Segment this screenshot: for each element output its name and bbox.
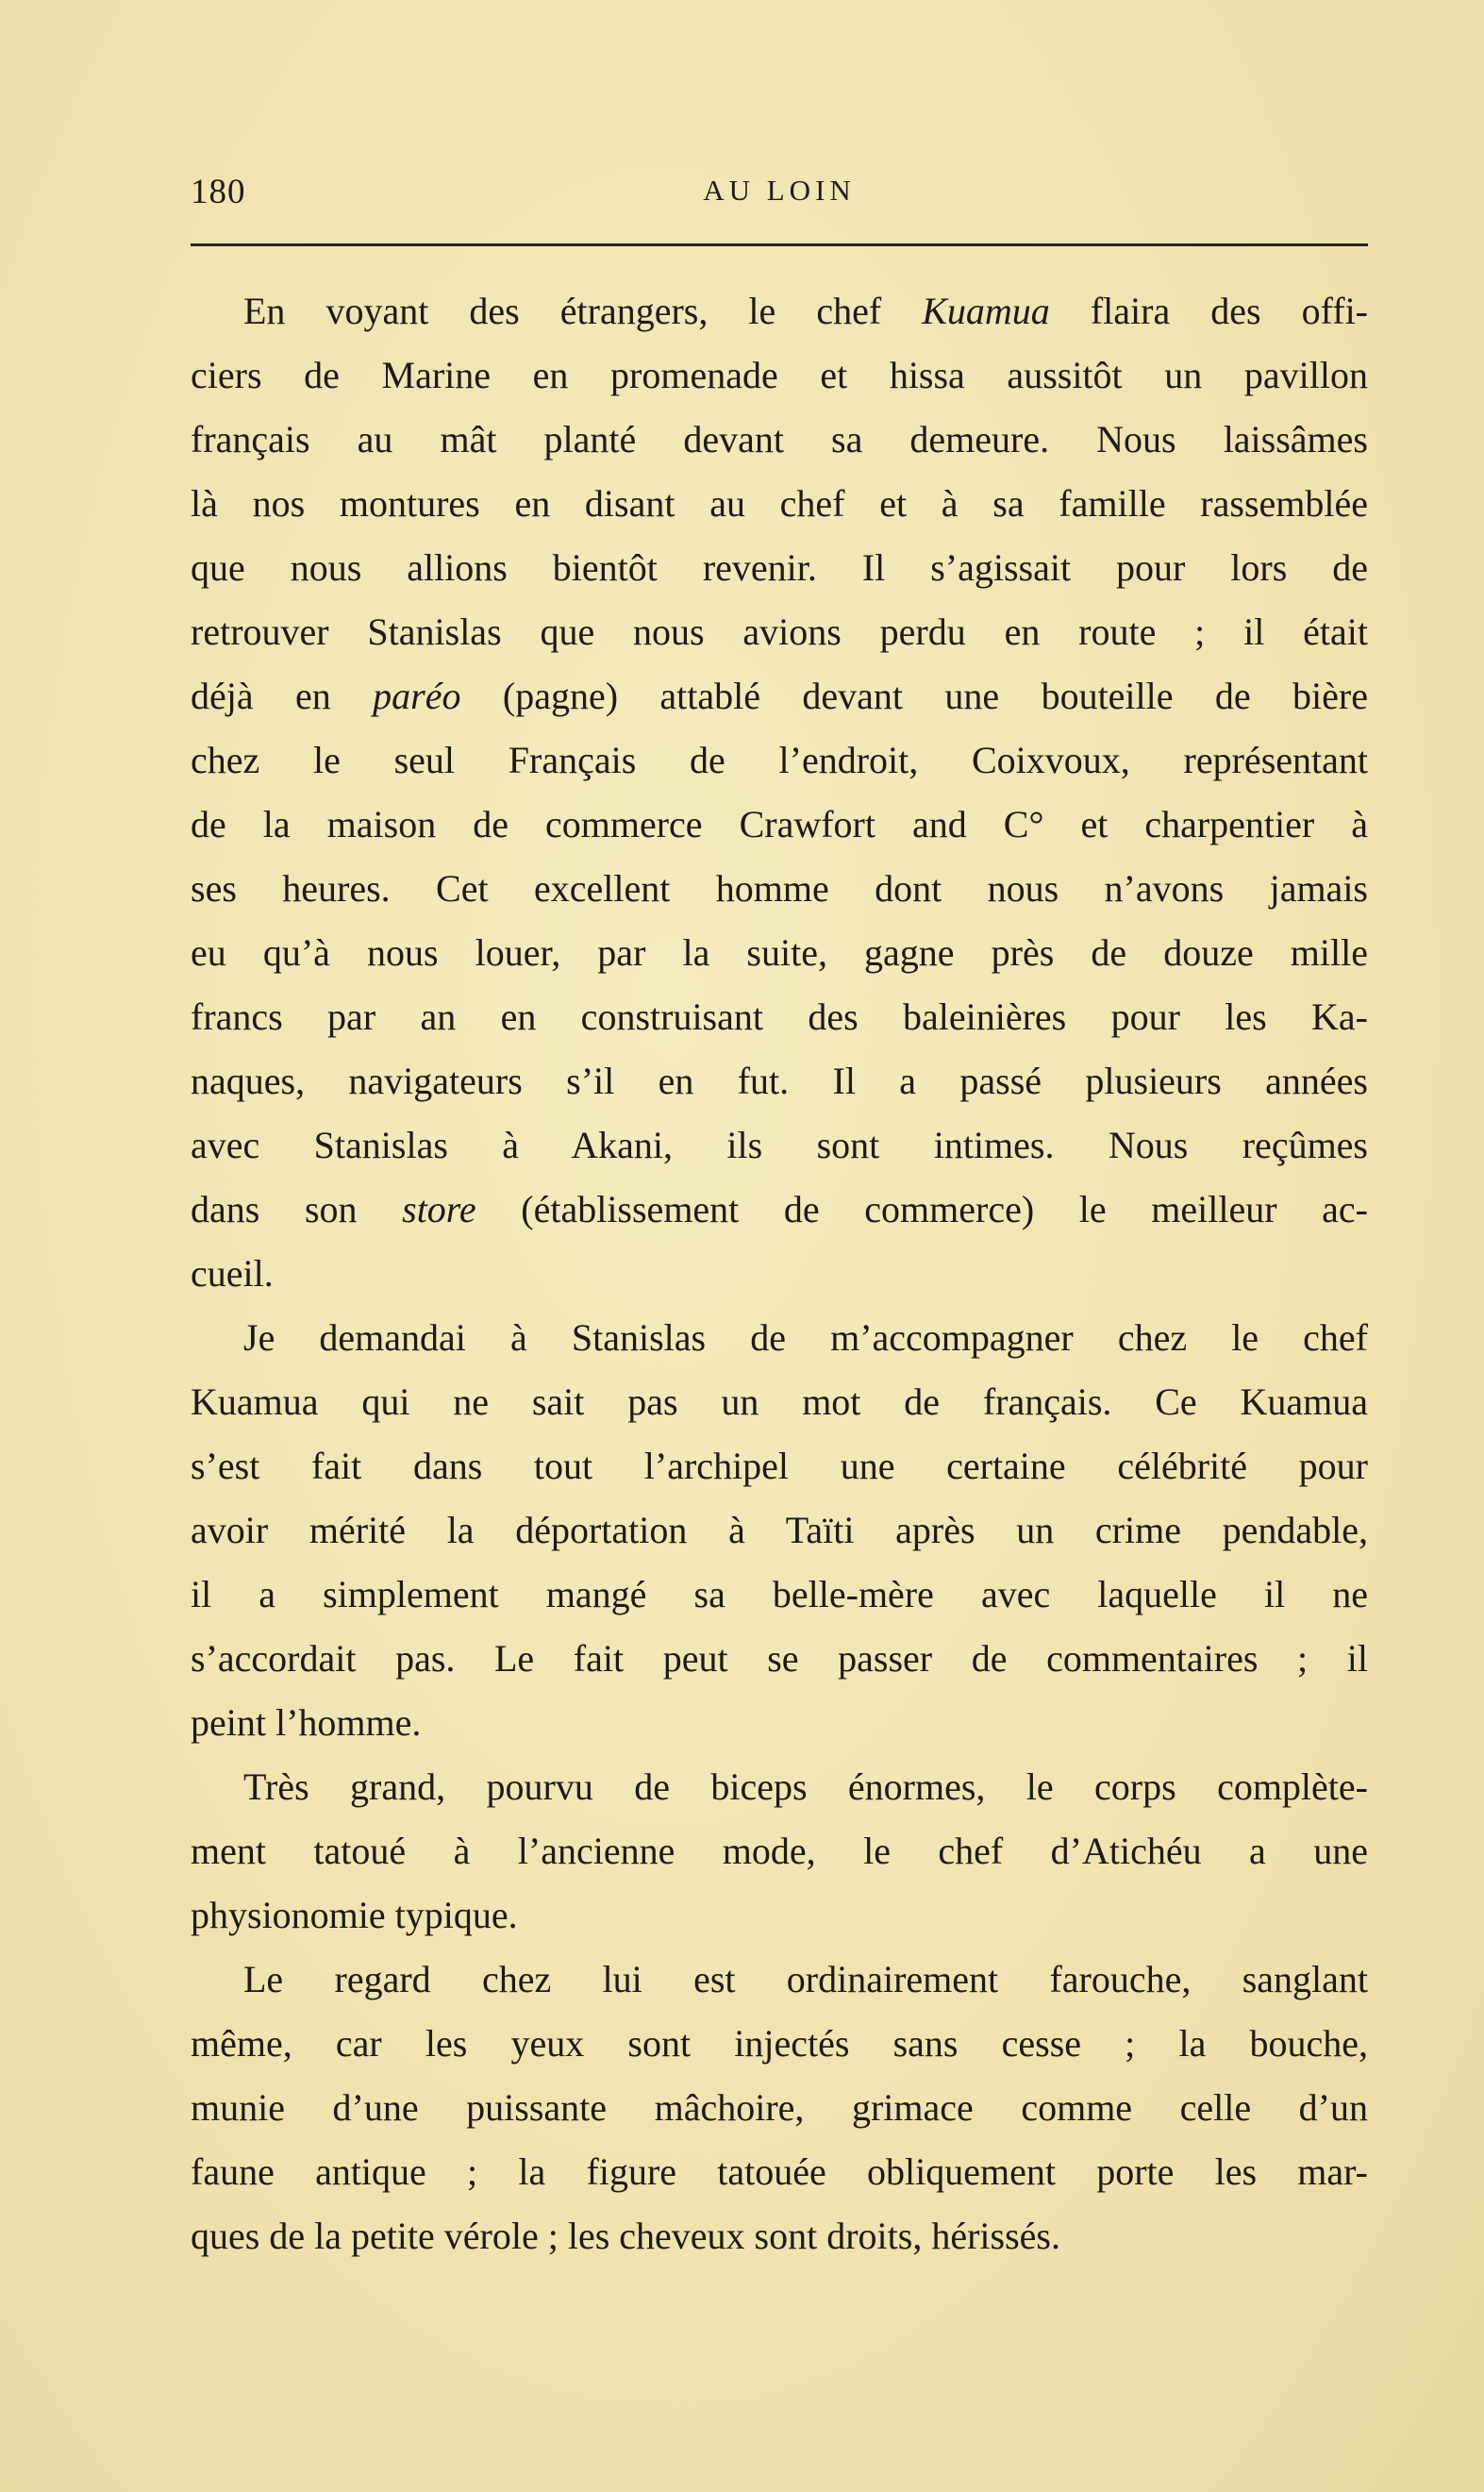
- text-line: [191, 536, 1368, 600]
- text-line: [191, 600, 1368, 664]
- text-run: Kuamua qui ne sait pas un mot de français. Ce Kuamua: [191, 1380, 1368, 1423]
- text-line: [191, 1948, 1368, 2012]
- text-run: ciers de Marine en promenade et hissa aussitôt un pavillon: [191, 354, 1368, 396]
- text-run: avoir mérité la déportation à Taïti après un crime pendable,: [191, 1509, 1368, 1551]
- text-run: ses heures. Cet excellent homme dont nous n’avons jamais: [191, 867, 1368, 910]
- text-line: [191, 1691, 1368, 1755]
- text-line: [191, 1434, 1368, 1498]
- text-run: naques, navigateurs s’il en fut. Il a passé plusieurs années: [191, 1060, 1368, 1102]
- text-run: peint l’homme.: [191, 1701, 422, 1744]
- text-run: s’accordait pas. Le fait peut se passer de commentaires ; il: [191, 1637, 1368, 1680]
- text-line: [191, 1498, 1368, 1563]
- page-header: [191, 172, 1368, 219]
- text-run: retrouver Stanislas que nous avions perdu en route ; il était: [191, 610, 1368, 653]
- text-run: eu qu’à nous louer, par la suite, gagne près de douze mille: [191, 931, 1368, 974]
- text-run: chez le seul Français de l’endroit, Coixvoux, représentant: [191, 739, 1368, 781]
- text-run: Très grand, pourvu de biceps énormes, le corps complète-: [243, 1765, 1368, 1808]
- text-run: avec Stanislas à Akani, ils sont intimes. Nous reçûmes: [191, 1124, 1368, 1166]
- text-line: [191, 1370, 1368, 1434]
- page-number: 180: [191, 173, 246, 211]
- text-line: [191, 1563, 1368, 1627]
- text-run: que nous allions bientôt revenir. Il s’agissait pour lors de: [191, 546, 1368, 589]
- text-line: [191, 472, 1368, 536]
- text-line: [191, 1819, 1368, 1883]
- text-run: (établissement de commerce) le meilleur ac-: [475, 1188, 1368, 1230]
- italic-term: paréo: [373, 675, 461, 717]
- text-run: il a simplement mangé sa belle-mère avec laquelle il ne: [191, 1573, 1368, 1615]
- text-line: [191, 1306, 1368, 1370]
- italic-term: store: [402, 1188, 476, 1230]
- text-line: [191, 1755, 1368, 1819]
- header-rule: [191, 243, 1368, 246]
- text-run: flaira des offi-: [1049, 290, 1369, 332]
- text-run: Le regard chez lui est ordinairement farouche, sanglant: [243, 1958, 1368, 2000]
- italic-term: Kuamua: [922, 290, 1050, 332]
- text-line: [191, 1883, 1368, 1948]
- running-title: AU LOIN: [703, 174, 856, 207]
- text-run: Je demandai à Stanislas de m’accompagner chez le chef: [243, 1316, 1368, 1359]
- text-run: déjà en: [191, 675, 374, 717]
- text-line: [191, 857, 1368, 921]
- text-line: [191, 1242, 1368, 1306]
- text-run: faune antique ; la figure tatouée obliquement porte les mar-: [191, 2150, 1368, 2193]
- text-run: dans son: [191, 1188, 403, 1230]
- text-line: [191, 2140, 1368, 2204]
- text-line: [191, 2076, 1368, 2140]
- text-line: [191, 1627, 1368, 1691]
- text-line: [191, 343, 1368, 408]
- text-line: [191, 921, 1368, 985]
- text-run: même, car les yeux sont injectés sans cesse ; la bouche,: [191, 2022, 1368, 2065]
- text-run: ques de la petite vérole ; les cheveux sont droits, hérissés.: [191, 2215, 1060, 2257]
- text-run: munie d’une puissante mâchoire, grimace comme celle d’un: [191, 2086, 1368, 2129]
- text-line: [191, 793, 1368, 857]
- text-run: là nos montures en disant au chef et à sa famille rassemblée: [191, 482, 1368, 525]
- text-run: En voyant des étrangers, le chef: [243, 290, 923, 332]
- text-line: [191, 664, 1368, 728]
- text-line: [191, 2012, 1368, 2076]
- text-line: [191, 1178, 1368, 1242]
- text-line: [191, 985, 1368, 1049]
- text-run: français au mât planté devant sa demeure. Nous laissâmes: [191, 418, 1368, 460]
- text-run: (pagne) attablé devant une bouteille de bière: [460, 675, 1368, 717]
- text-run: de la maison de commerce Crawfort and C° et charpentier à: [191, 803, 1368, 845]
- text-line: [191, 1049, 1368, 1113]
- text-run: francs par an en construisant des baleinières pour les Ka-: [191, 995, 1368, 1038]
- text-run: ment tatoué à l’ancienne mode, le chef d’Atichéu a une: [191, 1830, 1368, 1872]
- text-line: [191, 408, 1368, 472]
- text-line: [191, 279, 1368, 343]
- text-run: s’est fait dans tout l’archipel une certaine célébrité pour: [191, 1445, 1368, 1487]
- text-line: [191, 2204, 1368, 2268]
- text-run: cueil.: [191, 1252, 274, 1295]
- text-line: [191, 728, 1368, 793]
- text-run: physionomie typique.: [191, 1894, 518, 1936]
- body-text: [191, 279, 1368, 2268]
- text-line: [191, 1113, 1368, 1178]
